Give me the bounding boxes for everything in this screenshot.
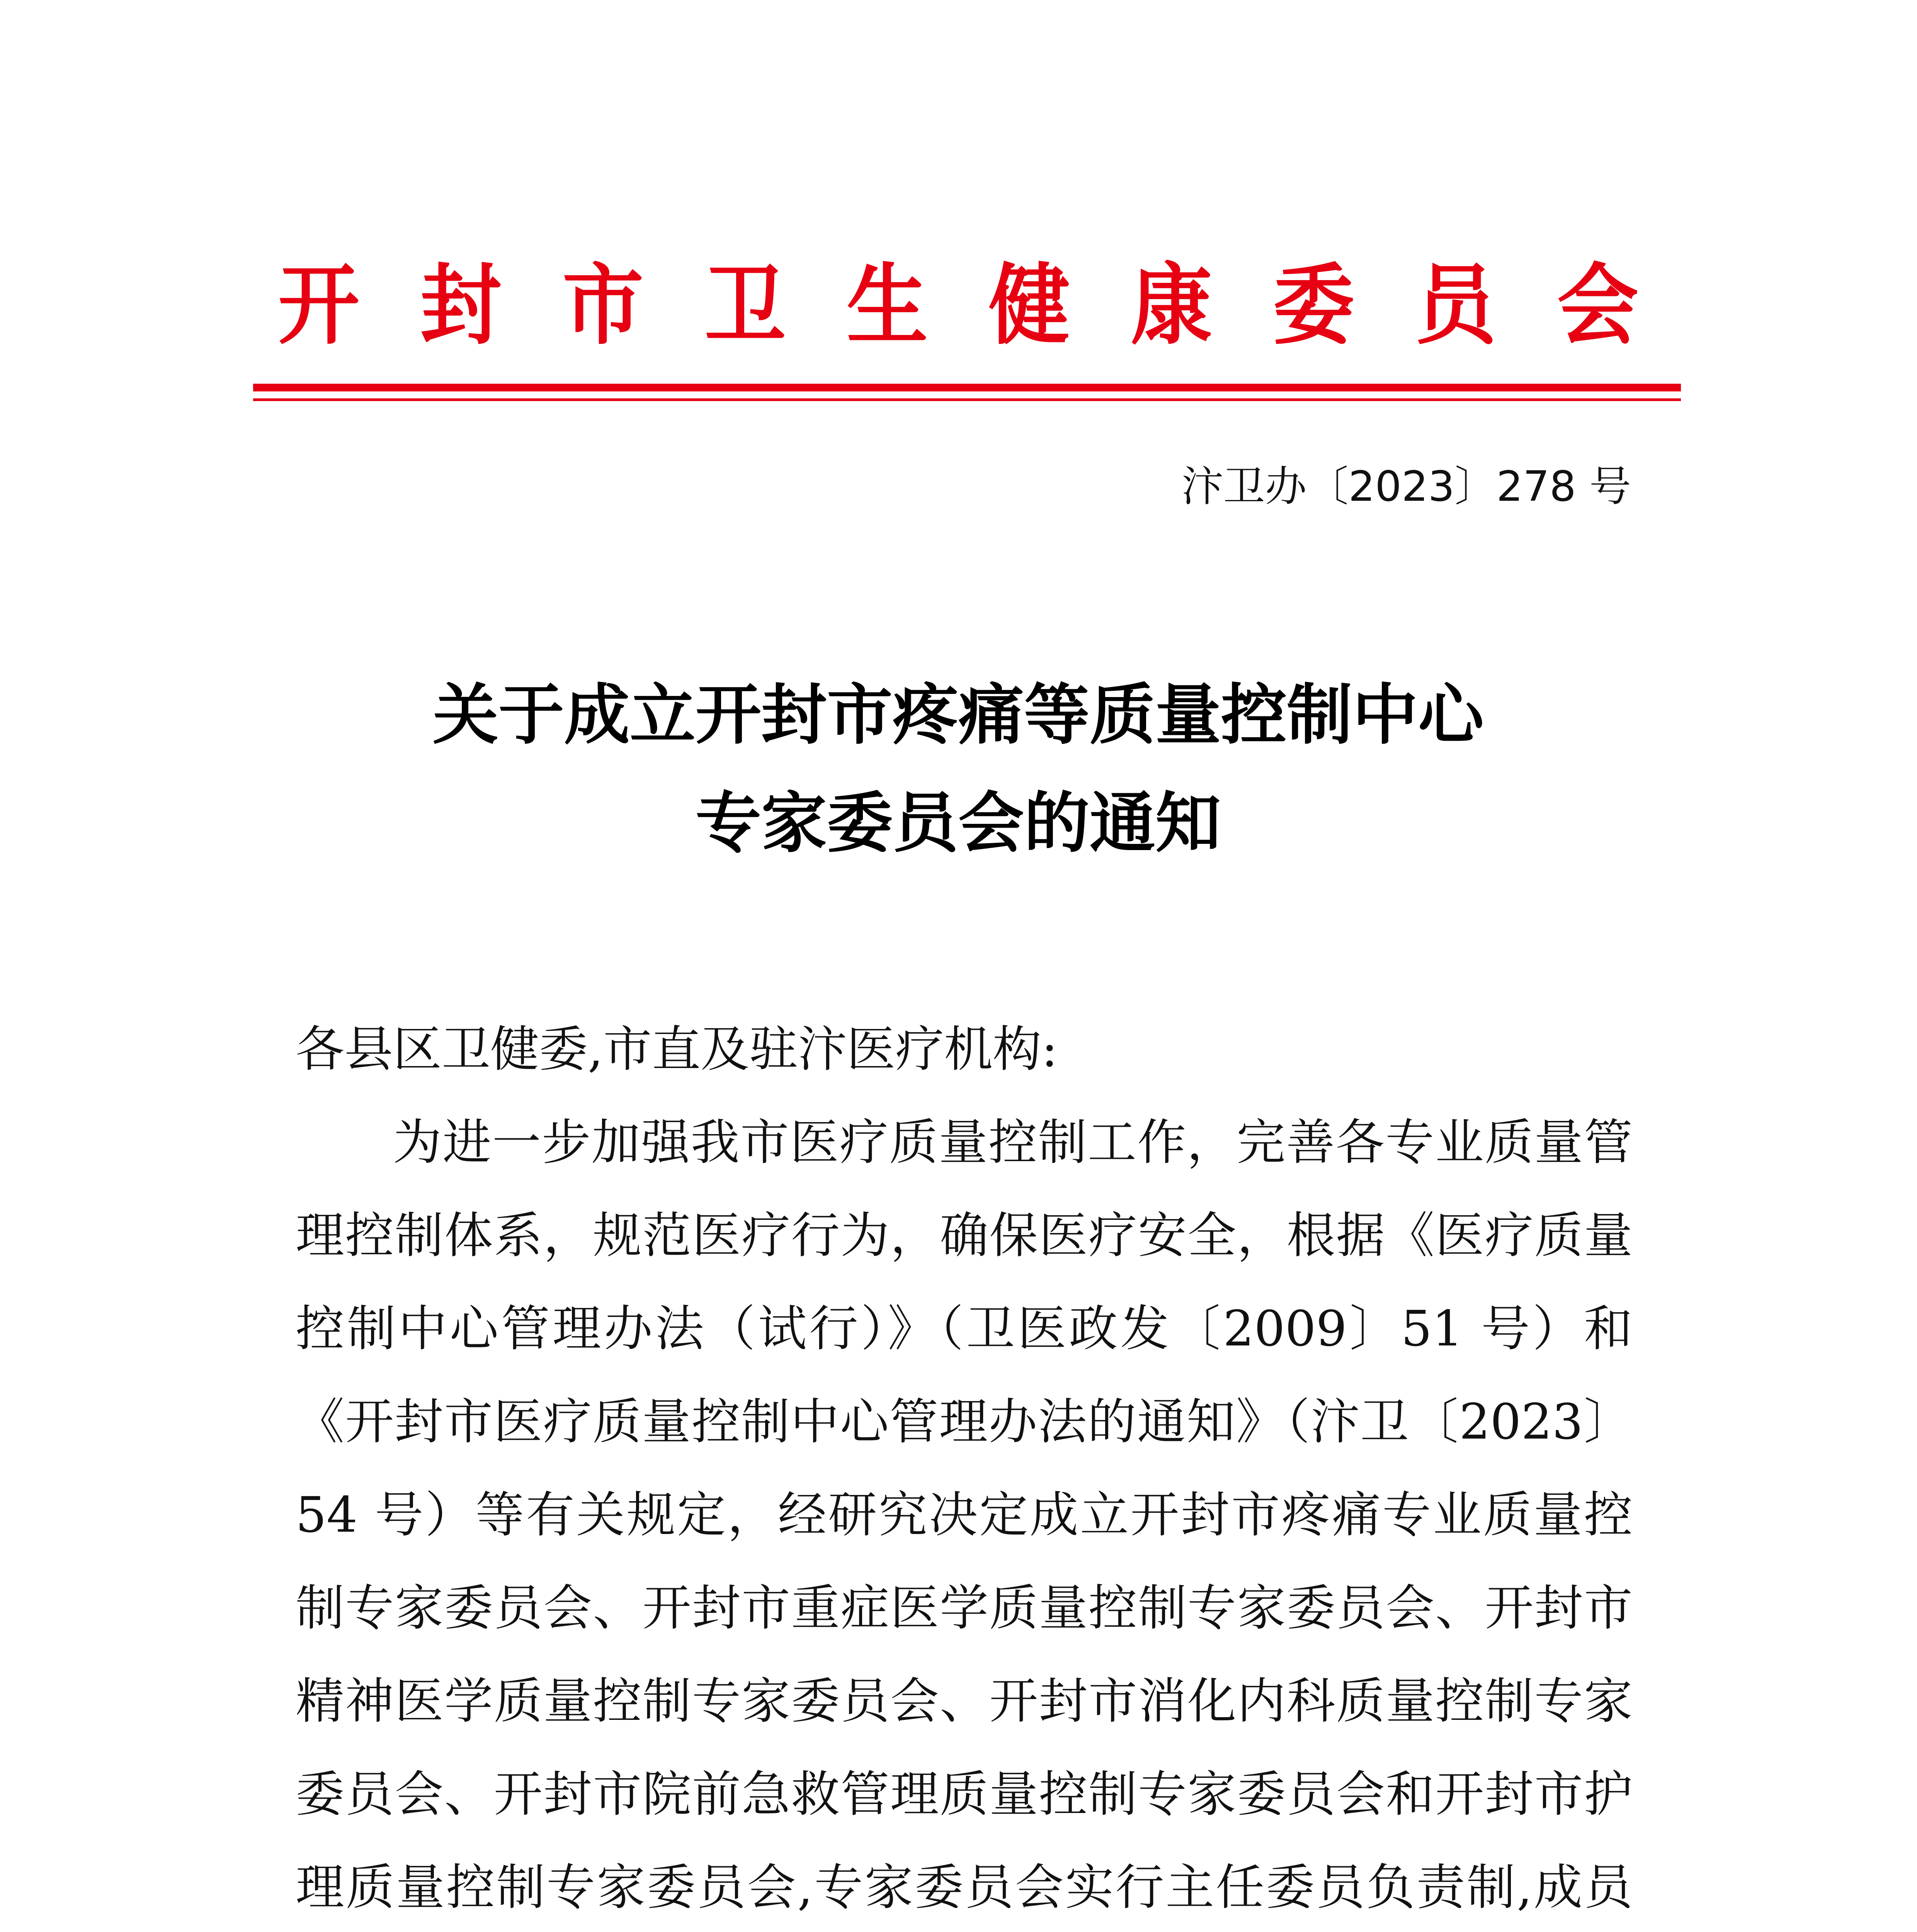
masthead-char: 生 [847,253,928,357]
masthead-char: 封 [420,253,502,357]
body-paragraph: 为进一步加强我市医疗质量控制工作，完善各专业质量管理控制体系，规范医疗行为，确保医疗安全，根据《医疗质量控制中心管理办法（试行）》（卫医政发〔2009〕51 号）和《开封市医疗质量控制中心管理办法的通知》（汴卫〔2023〕54 号）等有关规定，经研究决定成立开封市疼痛专业质量控制专家委员会、开封市重症医学质量控制专家委员会、开封市精神医学质量控制专家委员会、开封市消化内科质量控制专家委员会、开封市院前急救管理质量控制专家委员会和开封市护理质量控制专家委员会,专家委员会实行主任委员负责制,成员 [296,1114,1633,1916]
document-title-line-2: 专家委员会的通知 [695,784,1221,862]
masthead-char: 康 [1131,253,1212,357]
masthead-char: 会 [1557,253,1638,357]
document-body [296,1003,1633,1932]
masthead-char: 市 [562,253,644,357]
masthead-rule-thin [253,398,1681,401]
masthead-char: 健 [988,253,1070,357]
masthead-rule-thick [253,384,1681,391]
masthead-char: 委 [1273,253,1354,357]
masthead-char: 员 [1415,253,1497,357]
masthead-char: 开 [278,253,360,357]
salutation: 各县区卫健委,市直及驻汴医疗机构: [296,1021,1058,1078]
document-number: 汴卫办〔2023〕278 号 [1181,463,1631,511]
document-title-line-1: 关于成立开封市疼痛等质量控制中心 [432,676,1484,753]
org-masthead [278,247,1638,363]
masthead-char: 卫 [704,253,786,357]
